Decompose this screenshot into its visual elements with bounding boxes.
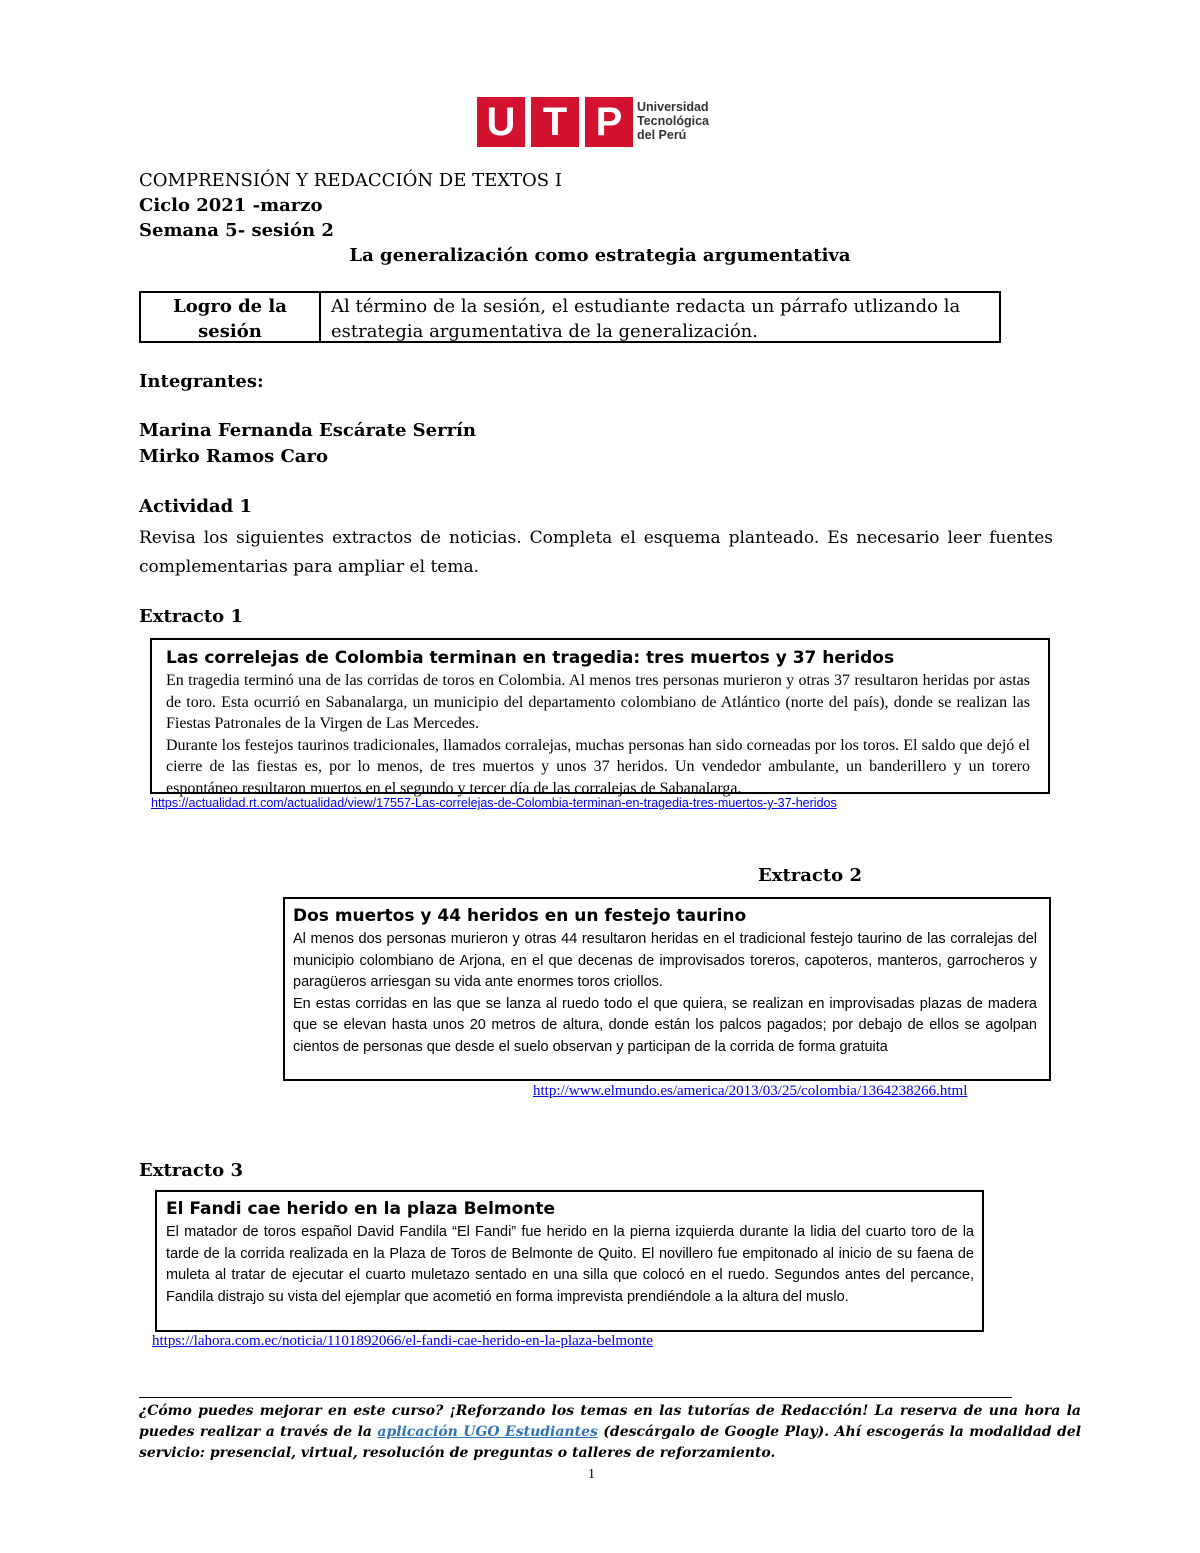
extract-1-source-link[interactable]: https://actualidad.rt.com/actualidad/view/17557-Las-correlejas-de-Colombia-terminan-en-tragedia-tres-muertos-y-37-heridos: [151, 796, 837, 810]
extract-1-paragraph: Durante los festejos taurinos tradicionales, llamados corralejas, muchas personas han sido corneadas por los toros. El saldo que dejó el cierre de las fiestas es, por lo menos, de tres muertos y unos 37 heridos. Un vendedor ambulante, un banderillero y un torero espontáneo resultaron muertos en el segundo y tercer día de las corralejas de Sabanalarga.: [166, 736, 1030, 797]
logro-text: Al término de la sesión, el estudiante redacta un párrafo utlizando la estrategia argumentativa de la generalización.: [331, 296, 961, 342]
ugo-app-link[interactable]: aplicación UGO Estudiantes: [377, 1424, 598, 1440]
extract-3-box: [155, 1190, 984, 1332]
extract-1-paragraph: En tragedia terminó una de las corridas de toros en Colombia. Al menos tres personas murieron y otras 37 resultaron heridas por astas de toro. Esta ocurrió en Sabanalarga, un municipio del departamento colombiano de Atlántico (norte del país), donde se realizan las Fiestas Patronales de la Virgen de Las Mercedes.: [166, 672, 1030, 732]
logo-letter-t: T: [531, 97, 579, 147]
footer-divider: [139, 1397, 1012, 1398]
extract-2-box: [283, 897, 1051, 1081]
extract-3-headline: El Fandi cae herido en la plaza Belmonte: [166, 1199, 556, 1219]
footer-text: (descárgalo de Google Play). Ahí escogerás la modalidad del servicio: presencial, virtual, resolución de preguntas o talleres de reforzamiento.: [139, 1424, 1082, 1461]
course-title: COMPRENSIÓN Y REDACCIÓN DE TEXTOS I: [139, 170, 562, 191]
footer-note: [139, 1401, 1081, 1464]
extract-2-label: Extracto 2: [758, 865, 862, 886]
logo-letter-u: U: [477, 97, 525, 147]
extract-2-headline: Dos muertos y 44 heridos en un festejo taurino: [293, 906, 747, 926]
logo-line-1: Universidad: [637, 100, 709, 114]
extract-3-source-link[interactable]: https://lahora.com.ec/noticia/1101892066/el-fandi-cae-herido-en-la-plaza-belmonte: [152, 1333, 653, 1349]
logo-line-2: Tecnológica: [637, 114, 710, 128]
activity-instructions: Revisa los siguientes extractos de noticias. Completa el esquema planteado. Es necesario leer fuentes complementarias para ampliar el tema.: [139, 528, 1053, 577]
extract-1-box: [150, 638, 1050, 797]
page-number: 1: [588, 1467, 595, 1482]
logo-line-3: del Perú: [637, 128, 687, 142]
logro-table: [139, 291, 1001, 343]
logo-wordmark: [637, 100, 709, 142]
member-name: Mirko Ramos Caro: [139, 446, 328, 467]
extract-3-body: El matador de toros español David Fandila “El Fandi” fue herido en la pierna izquierda durante la lidia del cuarto toro de la tarde de la corrida realizada en la Plaza de Toros de Belmonte de Quito. El novillero fue empitonado al inicio de su faena de muleta al tratar de ejecutar el cuarto muletazo sentado en una silla que colocó en el ruedo. Segundos antes del percance, Fandila distrajo su vista del ejemplar que acometió en forma imprevista prendiéndole a la altura del muslo.: [166, 1224, 974, 1305]
cycle-label: Ciclo 2021 -marzo: [139, 195, 323, 216]
extract-2-paragraph: En estas corridas en las que se lanza al ruedo todo el que quiera, se realizan en improvisadas plazas de madera que se elevan hasta unos 20 metros de altura, donde están los palcos pagados; por debajo de ellos se agolpan cientos de personas que desde el suelo observan y participan de la corrida de forma gratuita: [293, 995, 1037, 1055]
extract-1-body: [166, 670, 1030, 799]
integrantes-label: Integrantes:: [139, 371, 264, 392]
extract-3-label: Extracto 3: [139, 1160, 243, 1181]
extract-2-body: [293, 929, 1037, 1058]
page-title: La generalización como estrategia argumentativa: [349, 245, 851, 266]
extract-2-source-link[interactable]: http://www.elmundo.es/america/2013/03/25/colombia/1364238266.html: [533, 1083, 968, 1099]
session-label: Semana 5- sesión 2: [139, 220, 334, 241]
logro-label: Logro de la sesión: [141, 293, 321, 341]
logo-letter-p: P: [585, 97, 633, 147]
activity-title: Actividad 1: [139, 496, 253, 517]
extract-1-headline: Las correlejas de Colombia terminan en tragedia: tres muertos y 37 heridos: [166, 648, 895, 668]
member-name: Marina Fernanda Escárate Serrín: [139, 420, 477, 441]
footer-text: ¿Cómo puedes mejorar en este curso? ¡Reforzando los temas en las tutorías de Redacción! La reserva de una hora la puedes realizar a través de la: [139, 1403, 1081, 1440]
extract-2-paragraph: Al menos dos personas murieron y otras 44 resultaron heridas en el tradicional festejo taurino de las corralejas del municipio colombiano de Arjona, en el que decenas de improvisados toreros, capoteros, manteros, garrocheros y paragüeros arriesgan su vida ante enormes toros criollos.: [293, 931, 1037, 990]
utp-logo: [477, 97, 717, 149]
extract-1-label: Extracto 1: [139, 606, 243, 627]
